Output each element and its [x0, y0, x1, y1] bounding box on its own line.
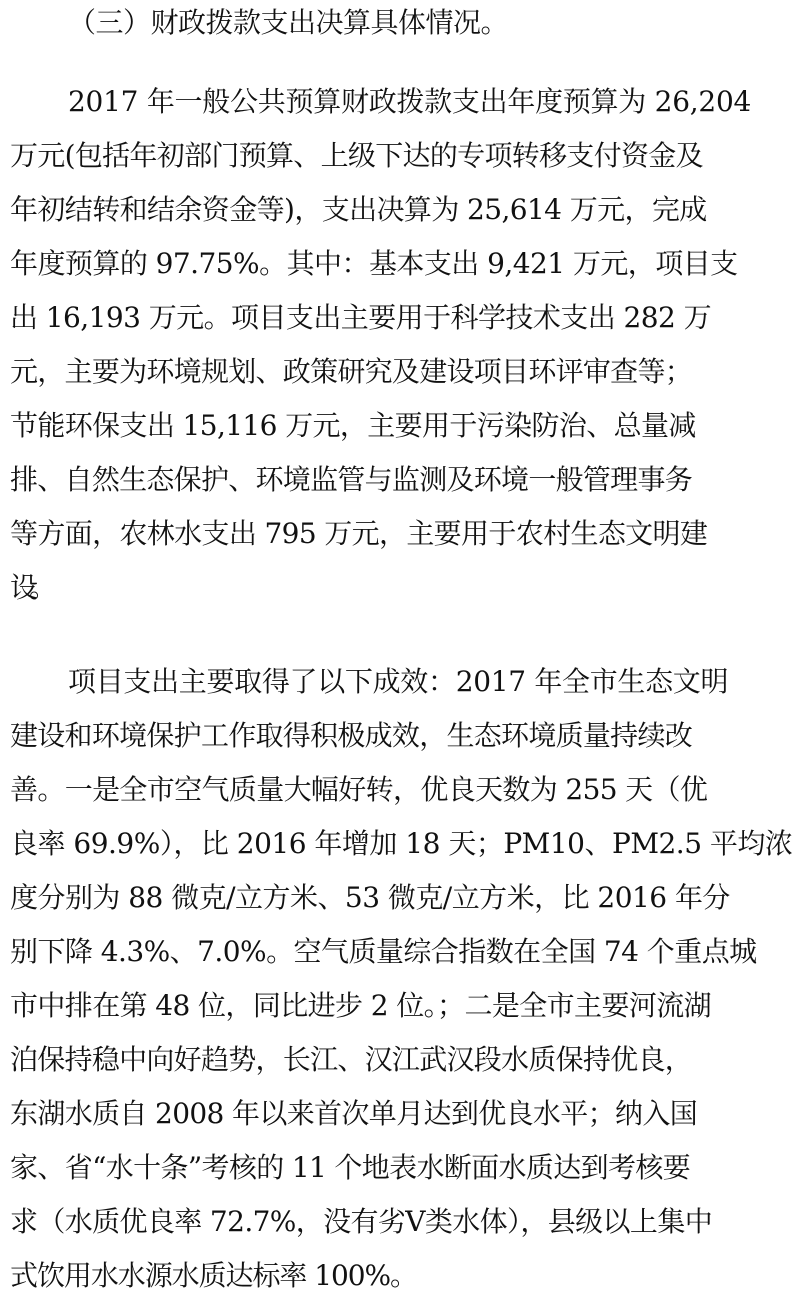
paragraph-line: 家、省“水十条”考核的 11 个地表水断面水质达到考核要 [10, 1151, 691, 1184]
paragraph-line: 节能环保支出 15,116 万元，主要用于污染防治、总量减 [10, 409, 696, 442]
paragraph-line: 年初结转和结余资金等)，支出决算为 25,614 万元，完成 [10, 193, 707, 226]
paragraph-line: 等方面，农林水支出 795 万元，主要用于农村生态文明建 [10, 517, 708, 550]
paragraph-line: 善。一是全市空气质量大幅好转，优良天数为 255 天（优 [10, 773, 708, 806]
paragraph-line: 元，主要为环境规划、政策研究及建设项目环评审查等； [10, 355, 693, 388]
paragraph-line: 泊保持稳中向好趋势，长江、汉江武汉段水质保持优良， [10, 1043, 693, 1076]
paragraph-line: 项目支出主要取得了以下成效：2017 年全市生态文明 [68, 665, 729, 698]
section-heading: （三）财政拨款支出决算具体情况。 [68, 6, 509, 39]
paragraph-line: 年度预算的 97.75%。其中：基本支出 9,421 万元，项目支 [10, 247, 738, 280]
paragraph-line: 建设和环境保护工作取得积极成效，生态环境质量持续改 [10, 719, 693, 752]
paragraph-line: 求（水质优良率 72.7%，没有劣Ⅴ类水体），县级以上集中 [10, 1205, 713, 1238]
paragraph-line: 式饮用水水源水质达标率 100%。 [10, 1259, 417, 1292]
paragraph-line: 市中排在第 48 位，同比进步 2 位。；二是全市主要河流湖 [10, 989, 712, 1022]
paragraph-line: 良率 69.9%），比 2016 年增加 18 天；PM10、PM2.5 平均浓 [10, 827, 793, 860]
paragraph-line: 排、自然生态保护、环境监管与监测及环境一般管理事务 [10, 463, 693, 496]
paragraph-line: 设。 [10, 571, 49, 604]
paragraph-line: 2017 年一般公共预算财政拨款支出年度预算为 26,204 [68, 85, 752, 118]
paragraph-line: 东湖水质自 2008 年以来首次单月达到优良水平；纳入国 [10, 1097, 698, 1130]
paragraph-line: 度分别为 88 微克/立方米、53 微克/立方米，比 2016 年分 [10, 881, 730, 914]
paragraph-line: 出 16,193 万元。项目支出主要用于科学技术支出 282 万 [10, 301, 712, 334]
paragraph-line: 别下降 4.3%、7.0%。空气质量综合指数在全国 74 个重点城 [10, 935, 757, 968]
paragraph-line: 万元(包括年初部门预算、上级下达的专项转移支付资金及 [10, 139, 703, 172]
